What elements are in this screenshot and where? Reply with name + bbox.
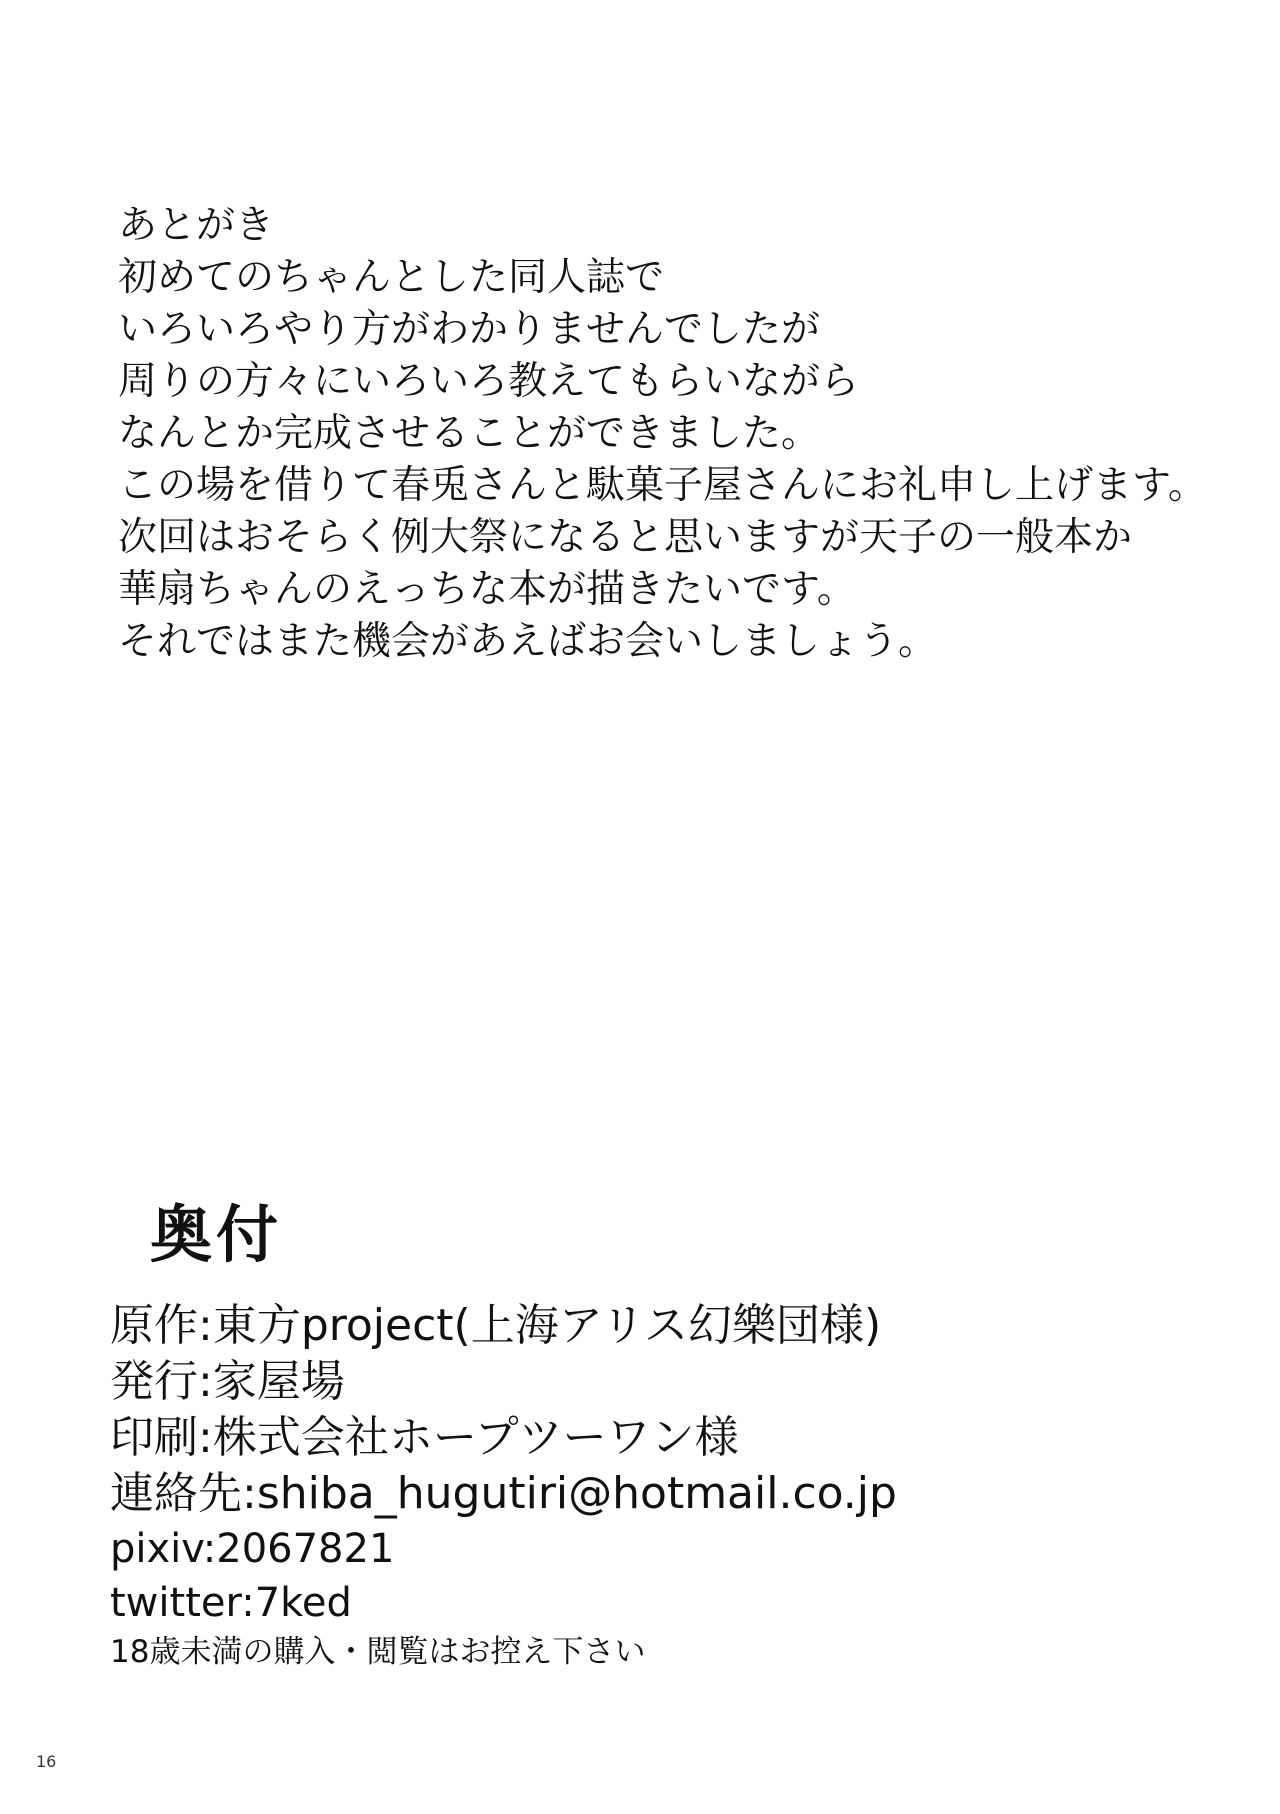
pixiv-id: pixiv:2067821: [110, 1526, 395, 1572]
publisher-credit: 発行:家屋場: [110, 1356, 345, 1407]
afterword-line: 初めてのちゃんとした同人誌で: [118, 255, 665, 300]
afterword-section: [118, 200, 1218, 668]
afterword-line: それではまた機会があえばお会いしましょう。: [118, 619, 938, 664]
afterword-line: 華扇ちゃんのえっちな本が描きたいです。: [118, 567, 856, 612]
afterword-line: いろいろやり方がわかりませんでしたが: [118, 307, 821, 352]
original-work-credit: 原作:東方project(上海アリス幻樂団様): [110, 1300, 882, 1351]
printer-credit: 印刷:株式会社ホープツーワン様: [110, 1412, 739, 1463]
twitter-handle: twitter:7ked: [110, 1580, 352, 1626]
colophon-title: 奥付: [150, 1198, 283, 1271]
afterword-line: なんとか完成させることができました。: [118, 411, 821, 456]
contact-email: 連絡先:shiba_hugutiri@hotmail.co.jp: [110, 1468, 897, 1519]
colophon-section: [110, 1298, 1210, 1674]
afterword-line: 周りの方々にいろいろ教えてもらいながら: [118, 359, 860, 404]
page-number: 16: [36, 1752, 57, 1771]
age-restriction-notice: 18歳未満の購入・閲覧はお控え下さい: [110, 1634, 646, 1670]
afterword-heading: あとがき: [118, 203, 275, 248]
afterword-line: 次回はおそらく例大祭になると思いますが天子の一般本か: [118, 515, 1133, 560]
afterword-line: この場を借りて春兎さんと駄菓子屋さんにお礼申し上げます。: [118, 463, 1207, 508]
